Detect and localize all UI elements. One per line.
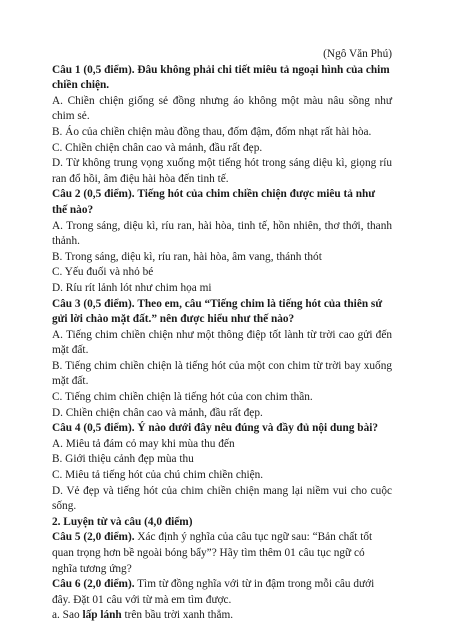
question-1-option-d: D. Từ không trung vọng xuống một tiếng hót trong sáng diệu kì, giọng ríu ran đổ hồi, âm điệu hài hòa đến tinh tế. [52,157,392,185]
question-3-option-d: D. Chiền chiện chân cao và mảnh, đầu rất đẹp. [52,406,263,419]
item-a-bold-word: lấp lánh [82,609,122,622]
question-1-title [52,63,392,94]
question-3-option-c: C. Tiếng chim chiền chiện là tiếng hót của con chim thần. [52,391,313,404]
question-1-option-c: C. Chiền chiện chân cao và mảnh, đầu rất đẹp. [52,141,263,154]
question-6 [52,577,392,608]
question-4-option-b: B. Giới thiệu cảnh đẹp mùa thu [52,453,194,466]
question-4-text: Ý nào dưới đây nêu đúng và đầy đủ nội dung bài? [137,422,379,435]
question-4-title [52,421,392,437]
question-3-text: Theo em, câu “Tiếng chim là tiếng hót của thiên sứ gửi lời chào mặt đất.” nên được hiểu như thế nào? [52,297,383,326]
question-3-title [52,297,392,328]
question-6-text: Tìm từ đồng nghĩa với từ in đậm trong mỗi câu dưới đây. Đặt 01 câu với từ mà em tìm được. [52,578,375,606]
question-4-option-a: A. Miêu tả đám cỏ may khi mùa thu đến [52,437,235,450]
question-4-label: Câu 4 (0,5 điểm). [52,422,135,435]
item-a-suffix: trên bầu trời xanh thẳm. [121,609,234,622]
question-3-option-b: B. Tiếng chim chiền chiện là tiếng hót của một con chim từ trời bay xuống mặt đất. [52,359,392,388]
question-1-label: Câu 1 (0,5 điểm). [52,63,135,76]
question-1-text: Đâu không phải chi tiết miêu tả ngoại hình của chim chiền chiện. [52,63,390,92]
question-2-option-a: A. Trong sáng, diệu kì, ríu ran, hài hòa, tinh tế, hồn nhiên, thơ thới, thanh thảnh. [52,219,392,248]
question-2-option-b: B. Trong sáng, diệu kì, ríu ran, hài hòa, âm vang, thánh thót [52,250,322,263]
question-2-option-c: C. Yếu đuối và nhỏ bé [52,266,154,279]
question-3-option-a: A. Tiếng chim chiền chiện như một thông điệp tốt lành từ trời cao gửi đến mặt đất. [52,328,392,357]
question-2-option-d: D. Ríu rít lảnh lót như chim họa mi [52,281,212,294]
question-3-label: Câu 3 (0,5 điểm). [52,297,135,310]
question-6-label: Câu 6 (2,0 điểm). [52,578,135,591]
author-credit: (Ngô Văn Phú) [323,48,392,60]
question-6-item-a [52,608,392,624]
question-1-option-a: A. Chiền chiện giống sẻ đồng nhưng áo không một màu nâu sồng như chim sẻ. [52,94,392,123]
question-5-label: Câu 5 (2,0 điểm). [52,531,135,544]
item-a-prefix: a. Sao [52,609,83,622]
section-2-heading: 2. Luyện từ và câu (4,0 điểm) [52,515,193,528]
question-2-text: Tiếng hót của chim chiền chiện được miêu tả như thế nào? [52,188,376,216]
document-page [52,47,392,624]
question-4-option-c: C. Miêu tả tiếng hót của chú chim chiền chiện. [52,469,264,482]
question-4-option-d: D. Vẻ đẹp và tiếng hót của chim chiền chiện mang lại niềm vui cho cuộc sống. [52,484,392,513]
question-5 [52,530,392,577]
question-5-text: Xác định ý nghĩa của câu tục ngữ sau: “Bản chất tốt quan trọng hơn bề ngoài bóng bẩy”? Hãy tìm thêm 01 câu tục ngữ có nghĩa tương ứng? [52,531,373,575]
question-1-option-b: B. Áo của chiền chiện màu đồng thau, đốm đậm, đốm nhạt rất hài hòa. [52,125,372,138]
question-2-title [52,187,392,218]
question-2-label: Câu 2 (0,5 điểm). [52,188,135,201]
